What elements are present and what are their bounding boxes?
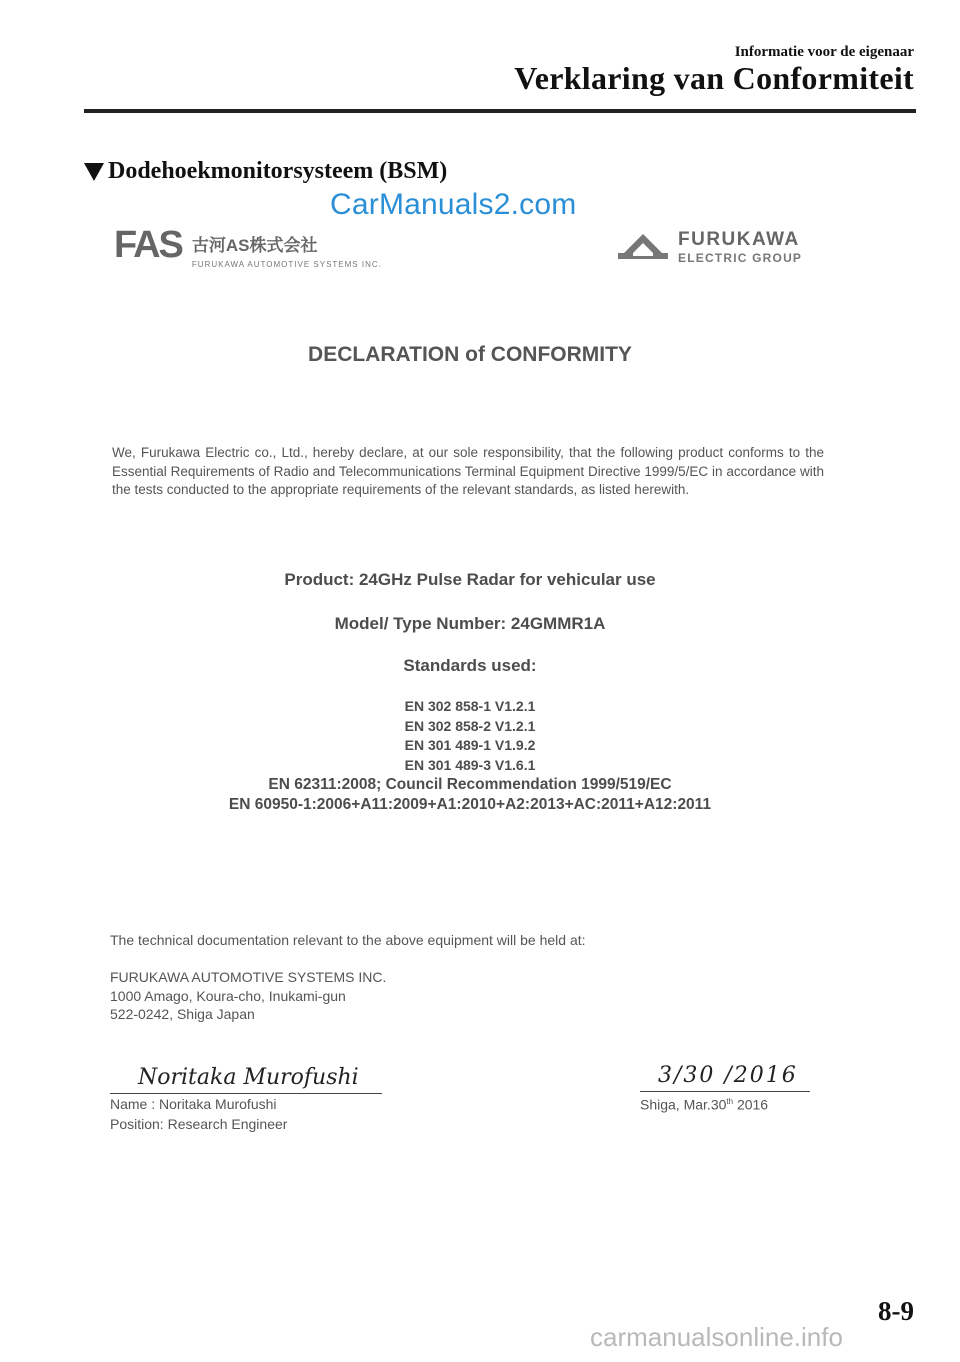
section-heading xyxy=(84,158,447,185)
fas-logo-english: FURUKAWA AUTOMOTIVE SYSTEMS INC. xyxy=(191,260,382,269)
signature-line xyxy=(110,1093,382,1094)
tech-doc-statement: The technical documentation relevant to the above equipment will be held at: xyxy=(110,932,586,948)
furukawa-group: ELECTRIC GROUP xyxy=(678,251,803,265)
header-subtitle: Informatie voor de eigenaar xyxy=(734,44,914,60)
fas-logo xyxy=(114,225,382,269)
standard-item: EN 301 489-3 V1.6.1 xyxy=(404,756,536,773)
date-line xyxy=(640,1091,810,1092)
place-date xyxy=(640,1093,815,1114)
standard-item: EN 301 489-1 V1.9.2 xyxy=(404,737,536,753)
fas-logo-mark: FAS xyxy=(114,224,182,266)
address-line: 1000 Amago, Koura-cho, Inukami-gun xyxy=(110,987,346,1004)
standard-item: EN 60950-1:2006+A11:2009+A1:2010+A2:2013+AC:2011+A12:2011 xyxy=(228,795,712,813)
watermark-top: CarManuals2.com xyxy=(330,188,577,221)
furukawa-name: FURUKAWA xyxy=(678,229,800,250)
signatory-name: Name : Noritaka Murofushi xyxy=(110,1096,277,1112)
place-date-suffix: th xyxy=(726,1097,734,1106)
address-line: FURUKAWA AUTOMOTIVE SYSTEMS INC. xyxy=(110,969,387,985)
header-title: Verklaring van Conformiteit xyxy=(514,60,914,96)
place-date-prefix: Shiga, Mar.30 xyxy=(640,1096,727,1113)
header-divider xyxy=(84,109,916,113)
handwritten-signature: Noritaka Murofushi xyxy=(138,1065,359,1090)
furukawa-logo-text xyxy=(678,229,802,265)
address-line: 522-0242, Shiga Japan xyxy=(110,1006,255,1022)
signatory-block xyxy=(110,1065,390,1133)
signatory-position: Position: Research Engineer xyxy=(110,1115,288,1132)
standard-item: EN 62311:2008; Council Recommendation 1999/519/EC xyxy=(268,776,672,793)
section-title: Dodehoekmonitorsysteem (BSM) xyxy=(108,158,448,184)
declaration-intro: We, Furukawa Electric co., Ltd., hereby declare, at our sole responsibility, that the following product conforms to the Essential Requirements of Radio and Telecommunications Terminal Equipment Directive 1999/5/EC in accordance with the tests conducted to the appropriate requirements of the relevant standards, as listed herewith. xyxy=(112,445,824,497)
standard-item: EN 302 858-1 V1.2.1 xyxy=(404,698,536,714)
model-line: Model/ Type Number: 24GMMR1A xyxy=(334,614,606,633)
standards-heading: Standards used: xyxy=(403,656,537,675)
product-line: Product: 24GHz Pulse Radar for vehicular use xyxy=(284,570,656,589)
date-block xyxy=(640,1063,815,1114)
watermark-bottom: carmanualsonline.info xyxy=(590,1322,843,1352)
triangle-bullet-icon xyxy=(84,163,104,181)
place-date-year: 2016 xyxy=(733,1096,769,1113)
standards-list xyxy=(100,697,840,814)
furukawa-emblem-icon xyxy=(616,231,670,263)
declaration-title: DECLARATION of CONFORMITY xyxy=(308,343,632,366)
page-number: 8-9 xyxy=(878,1296,914,1326)
furukawa-logo xyxy=(616,229,802,265)
handwritten-date: 3/30 /2016 xyxy=(658,1063,798,1088)
fas-logo-japanese: 古河AS株式会社 xyxy=(191,236,318,255)
fas-logo-text xyxy=(192,231,382,269)
standard-item: EN 302 858-2 V1.2.1 xyxy=(404,717,536,734)
declaration-document xyxy=(100,225,840,1145)
company-address xyxy=(110,968,386,1024)
